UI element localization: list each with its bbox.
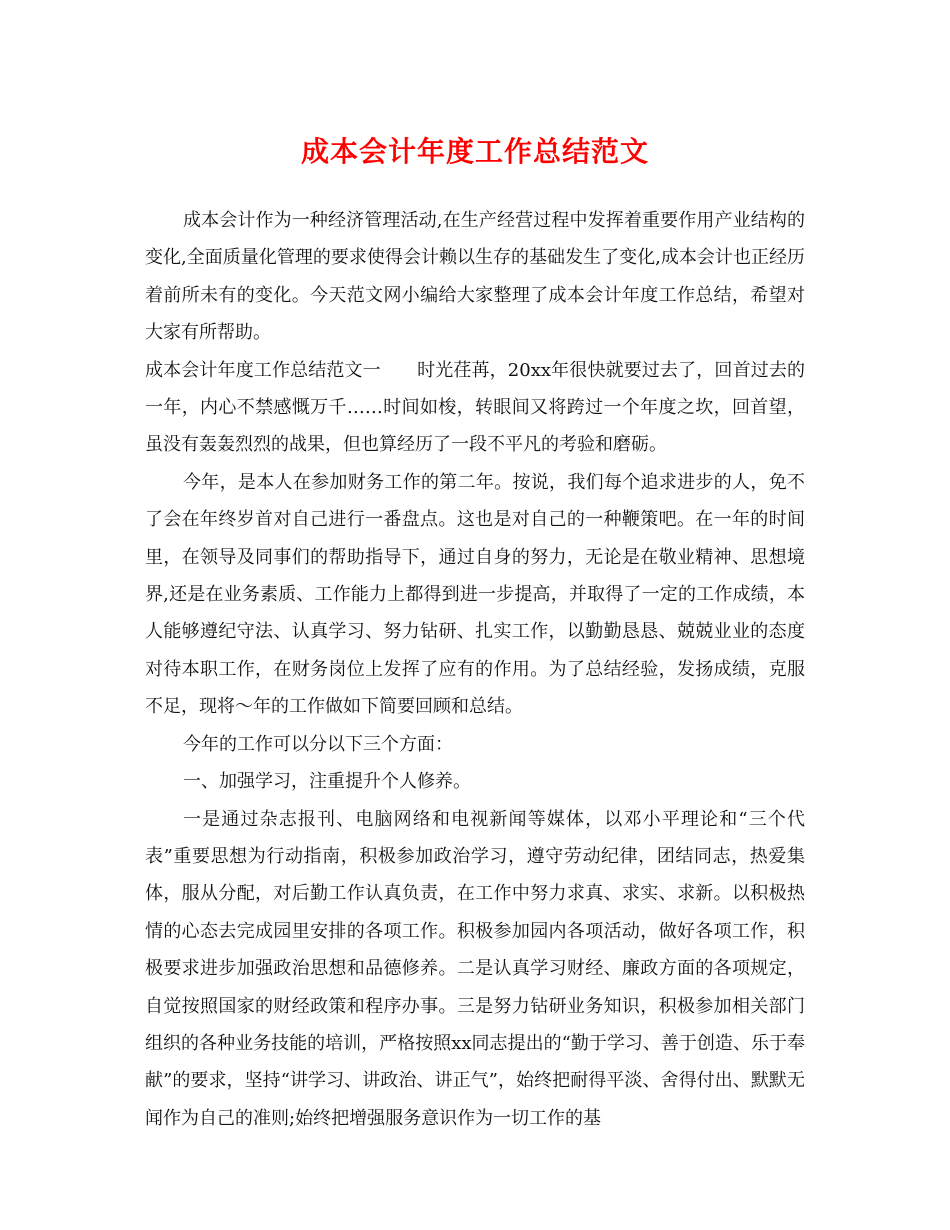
paragraph-study-details: 一是通过杂志报刊、电脑网络和电视新闻等媒体，以邓小平理论和“三个代表”重要思想为行动指南，积极参加政治学习，遵守劳动纪律，团结同志，热爱集体，服从分配，对后勤工作认真负责，在工作中努力求真、求实、求新。以积极热情的心态去完成园里安排的各项工作。积极参加园内各项活动，做好各项工作，积极要求进步加强政治思想和品德修养。二是认真学习财经、廉政方面的各项规定，自觉按照国家的财经政策和程序办事。三是努力钻研业务知识，积极参加相关部门组织的各种业务技能的培训，严格按照xx同志提出的“勤于学习、善于创造、乐于奉献”的要求，坚持“讲学习、讲政治、讲正气”，始终把耐得平淡、舍得付出、默默无闻作为自己的准则;始终把增强服务意识作为一切工作的基 bbox=[145, 808, 805, 1129]
paragraph-section-one: 成本会计年度工作总结范文一 时光荏苒，20xx年很快就要过去了，回首过去的一年，内心不禁感慨万千……时间如梭，转眼间又将跨过一个年度之坎，回首望，虽没有轰轰烈烈的战果，但也算经历了一段不平凡的考验和磨砺。 bbox=[145, 359, 805, 456]
paragraph-heading-one: 一、加强学习，注重提升个人修养。 bbox=[183, 771, 471, 793]
paragraph-this-year: 今年，是本人在参加财务工作的第二年。按说，我们每个追求进步的人，免不了会在年终岁首对自己进行一番盘点。这也是对自己的一种鞭策吧。在一年的时间里，在领导及同事们的帮助指导下，通过自身的努力，无论是在敬业精神、思想境界,还是在业务素质、工作能力上都得到进一步提高，并取得了一定的工作成绩，本人能够遵纪守法、认真学习、努力钻研、扎实工作，以勤勤恳恳、兢兢业业的态度对待本职工作，在财务岗位上发挥了应有的作用。为了总结经验，发扬成绩，克服不足，现将～年的工作做如下简要回顾和总结。 bbox=[145, 471, 805, 718]
paragraph-three-aspects: 今年的工作可以分以下三个方面： bbox=[183, 733, 453, 755]
document-title: 成本会计年度工作总结范文 bbox=[300, 135, 649, 168]
paragraph-intro: 成本会计作为一种经济管理活动,在生产经营过程中发挥着重要作用产业结构的变化,全面质量化管理的要求使得会计赖以生存的基础发生了变化,成本会计也正经历着前所未有的变化。今天范文网小编给大家整理了成本会计年度工作总结，希望对大家有所帮助。 bbox=[145, 210, 805, 344]
document-body bbox=[145, 202, 805, 1137]
